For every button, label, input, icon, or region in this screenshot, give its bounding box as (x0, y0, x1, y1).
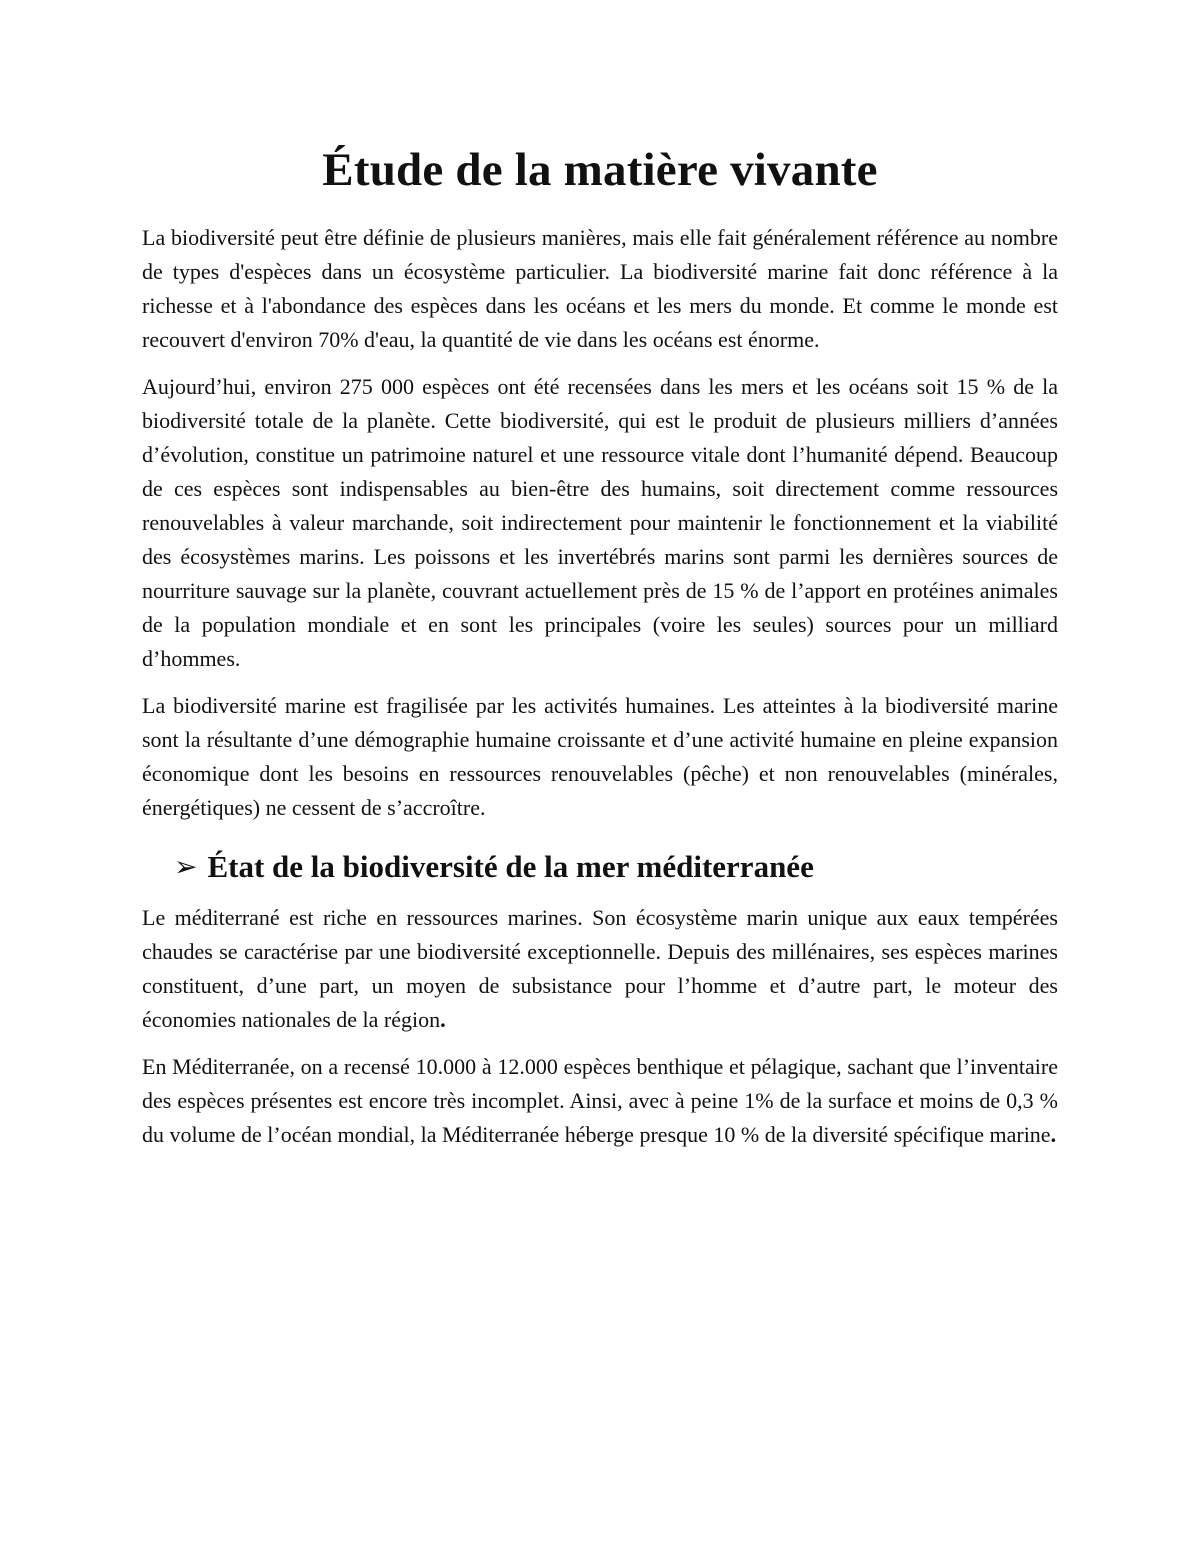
paragraph-section-2 (142, 1050, 1058, 1152)
paragraph-intro-1: La biodiversité peut être définie de plusieurs manières, mais elle fait généralement référence au nombre de types d'espèces dans un écosystème particulier. La biodiversité marine fait donc référence à la richesse et à l'abondance des espèces dans les océans et les mers du monde. Et comme le monde est recouvert d'environ 70% d'eau, la quantité de vie dans les océans est énorme. (142, 225, 1058, 352)
paragraph-section-1-text: Le méditerrané est riche en ressources marines. Son écosystème marin unique aux eaux tempérées chaudes se caractérise par une biodiversité exceptionnelle. Depuis des millénaires, ses espèces marines constituent, d’une part, un moyen de subsistance pour l’homme et d’autre part, le moteur des économies nationales de la région (142, 905, 1058, 1032)
paragraph-section-1-period: . (440, 1007, 446, 1032)
section-heading (174, 847, 1058, 887)
section-heading-text: État de la biodiversité de la mer méditerranée (207, 849, 814, 884)
paragraph-section-2-text: En Méditerranée, on a recensé 10.000 à 12.000 espèces benthique et pélagique, sachant que l’inventaire des espèces présentes est encore très incomplet. Ainsi, avec à peine 1% de la surface et moins de 0,3 % du volume de l’océan mondial, la Méditerranée héberge presque 10 % de la diversité spécifique marine (142, 1054, 1058, 1147)
paragraph-intro-2: Aujourd’hui, environ 275 000 espèces ont été recensées dans les mers et les océans soit 15 % de la biodiversité totale de la planète. Cette biodiversité, qui est le produit de plusieurs milliers d’années d’évolution, constitue un patrimoine naturel et une ressource vitale dont l’humanité dépend. Beaucoup de ces espèces sont indispensables au bien-être des humains, soit directement comme ressources renouvelables à valeur marchande, soit indirectement pour maintenir le fonctionnement et la viabilité des écosystèmes marins. Les poissons et les invertébrés marins sont parmi les dernières sources de nourriture sauvage sur la planète, couvrant actuellement près de 15 % de l’apport en protéines animales de la population mondiale et en sont les principales (voire les seules) sources pour un milliard d’hommes. (142, 374, 1058, 671)
paragraph-intro-3: La biodiversité marine est fragilisée par les activités humaines. Les atteintes à la biodiversité marine sont la résultante d’une démographie humaine croissante et d’une activité humaine en pleine expansion économique dont les besoins en ressources renouvelables (pêche) et non renouvelables (minérales, énergétiques) ne cessent de s’accroître. (142, 693, 1058, 820)
document-title: Étude de la matière vivante (322, 144, 878, 196)
document-page (142, 140, 1058, 1165)
arrow-bullet-icon: ➢ (174, 850, 198, 883)
paragraph-section-2-period: . (1050, 1122, 1057, 1147)
paragraph-section-1 (142, 901, 1058, 1037)
